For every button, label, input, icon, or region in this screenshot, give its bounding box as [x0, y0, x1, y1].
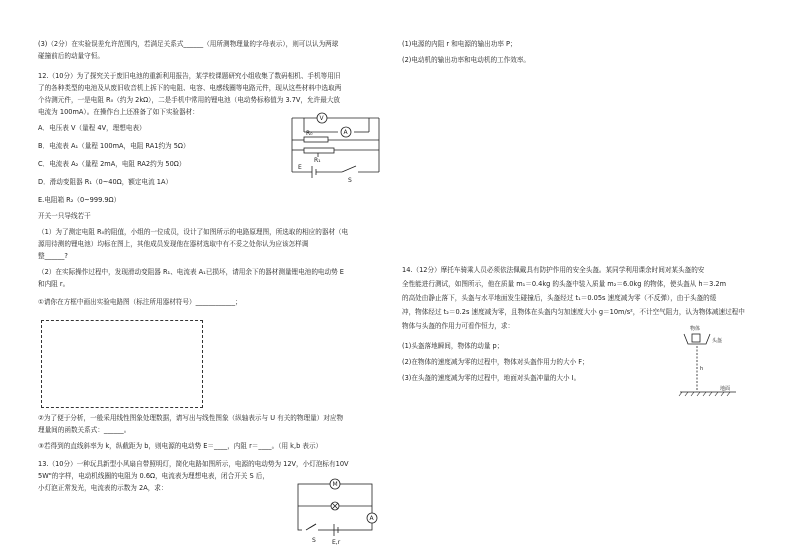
r1-label: R₁	[314, 157, 321, 164]
q14-stem-line1: 14.（12分）摩托车骑乘人员必须依法佩戴具有防护作用的安全头盔。某同学利用课余时间对某头盔的安	[402, 266, 705, 274]
q12-part2-line2: 和内阻 r。	[38, 280, 70, 288]
voltmeter-label: V	[319, 115, 324, 123]
q12-option-d: D．滑动变阻器 R₁（0~40Ω，额定电流 1A）	[38, 178, 173, 186]
r0-label: R₀	[306, 130, 313, 137]
circuit-diagram-q12	[284, 110, 394, 186]
circuit-diagram-q13	[292, 478, 402, 546]
emf-label: E	[298, 164, 302, 171]
height-label: h	[700, 366, 704, 372]
q12-part2-line1: （2）在实际操作过程中，发现滑动变阻器 R₁、电流表 A₁已损坏，请用余下的器材测量锂电池的电动势 E	[38, 268, 344, 276]
q12-part1-line2: 源用待测的锂电池）均标在图上，其他成员发现他在器材选取中有不妥之处你认为应该怎样调	[38, 240, 309, 248]
q13-sub1: (1)电源的内阻 r 和电源的输出功率 P；	[402, 40, 517, 48]
answer-box[interactable]	[41, 320, 203, 408]
q12-option-b: B．电流表 A₁（量程 100mA，电阻 RA1约为 5Ω）	[38, 142, 190, 150]
q13-stem-line3: 小灯泡正常发光，电流表的示数为 2A，求：	[38, 484, 168, 492]
q12-stem-line4: 电流为 100mA）。在操作台上还准备了如下实验器材：	[38, 108, 199, 116]
q12-part2-item2-line1: ②为了便于分析，一般采用线性图象处理数据，请写出与线性图象（纵轴表示与 U 有关的物理量）对应物	[38, 414, 344, 422]
motor-label: M	[332, 481, 338, 489]
q12-part2-item1: ①请你在方框中画出实验电路图（标注所用器材符号）____________；	[38, 298, 242, 306]
switch2-label: S	[312, 537, 316, 544]
emf2-label: E,r	[332, 539, 341, 546]
helmet-drop-figure	[678, 322, 748, 398]
q12-stem-line1: 12.（10分）为了探究关于废旧电池的重新利用报告，某学校课题研究小组收集了数码相机、手机等用旧	[38, 72, 341, 80]
q14-stem-line4: 冲，物体经过 t₂＝0.2s 速度减为零，且物体在头盔内匀加速度大小 g＝10m/s²，不计空气阻力，认为物体减速过程中	[402, 308, 745, 316]
switch-label: S	[348, 177, 352, 184]
q12-part2-item3: ③若得到的直线斜率为 k，纵截距为 b，则电源的电动势 E＝____，内阻 r＝____。（用 k,b 表示）	[38, 442, 323, 450]
q11-part3-line1: (3)（2分）在实验误差允许范围内，若满足关系式______（用所测物理量的字母表示），则可以认为两球	[38, 40, 339, 48]
q14-sub1: (1)头盔落地瞬间，物体的动量 p；	[402, 342, 504, 350]
q12-part1-line3: 整______?	[38, 252, 68, 260]
q13-sub2: (2)电动机的输出功率和电动机的工作效率。	[402, 56, 531, 64]
q14-sub3: (3)在头盔的速度减为零的过程中，地面对头盔冲量的大小 I。	[402, 374, 581, 382]
q12-option-c: C．电流表 A₂（量程 2mA，电阻 RA2约为 50Ω）	[38, 160, 186, 168]
ground-label: 地面	[720, 386, 731, 392]
q14-stem-line3: 的高处由静止落下，头盔与水平地面发生碰撞后，头盔经过 t₁＝0.05s 速度减为零（不反弹），由于头盔的缓	[402, 294, 717, 302]
q12-stem-line2: 了的各种类型的电池及从废旧收音机上拆下的电阻、电容、电感线圈等电路元件，现从这些材料中选取两	[38, 84, 342, 92]
q14-sub2: (2)在物体的速度减为零的过程中，物体对头盔作用力的大小 F；	[402, 358, 589, 366]
q12-part2-item2-line2: 理量间的函数关系式：______。	[38, 426, 131, 434]
q14-stem-line2: 全性能进行测试，如图所示，他在质量 m₁＝0.4kg 的头盔中装入质量 m₂＝6.0kg 的物体，使头盔从 h＝3.2m	[402, 280, 727, 288]
q12-misc: 开关一只导线若干	[38, 212, 91, 220]
q12-stem-line3: 个待测元件，一是电阻 R₀（约为 2kΩ），二是手机中常用的锂电池（电动势标称值为 3.7V，允许最大放	[38, 96, 341, 104]
q12-option-a: A．电压表 V（量程 4V，理想电表）	[38, 124, 146, 132]
q12-option-e: E.电阻箱 R₂（0~999.9Ω）	[38, 196, 121, 204]
q13-stem-line2: 5W"的字样，电动机线圈的电阻为 0.6Ω，电流表为理想电表，闭合开关 S 后，	[38, 472, 269, 480]
q12-part1-line1: （1）为了测定电阻 R₀的阻值，小组的一位成员，设计了如图所示的电路原理图，所选取的相应的器材（电	[38, 228, 349, 236]
q14-stem-line5: 物体与头盔的作用力可看作恒力，求：	[402, 322, 515, 330]
ammeter-label: A	[343, 129, 348, 137]
helmet-label: 头盔	[712, 338, 723, 344]
q13-stem-line1: 13.（10分）一种玩具新型小风扇自带照明灯，简化电路如图所示，电源的电动势为 12V，小灯泡标有10V	[38, 460, 349, 468]
ammeter2-label: A	[369, 515, 374, 523]
object-label: 物体	[690, 326, 701, 332]
q11-part3-line2: 碰撞前后的动量守恒。	[38, 52, 104, 60]
